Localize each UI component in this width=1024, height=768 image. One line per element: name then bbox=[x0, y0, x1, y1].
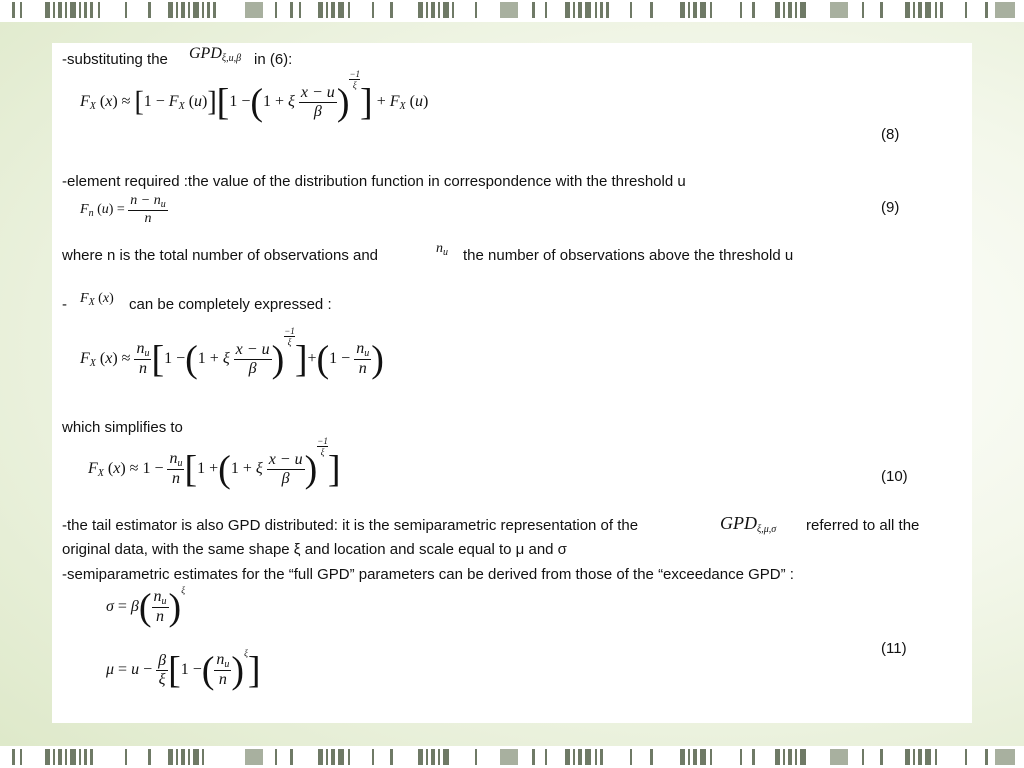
equation-10: $F_X$ (x) ≈ 1 − $\frac{n_u}{n}$ [1 +(1 + ξ $\frac{x - u}{\beta}$ ) $\frac{-1}{\xi}$ ] bbox=[88, 436, 341, 491]
gpd-symbol: GPD bbox=[189, 45, 222, 62]
text-number-above: the number of observations above the threshold u bbox=[463, 247, 794, 264]
equation-number-11: (11) bbox=[881, 640, 907, 657]
text-semiparametric-estimates: -semiparametric estimates for the “full GPD” parameters can be derived from those of the “exceedance GPD” : bbox=[62, 566, 794, 583]
equation-number-10: (10) bbox=[881, 468, 908, 485]
text-where-n: where n is the total number of observations and bbox=[62, 247, 379, 264]
equation-11-mu: μ = u − $\frac{\beta}{\xi}$ [1 −( $\frac{n_u}{n}$ ) ξ ] bbox=[106, 648, 261, 692]
barcode-pattern-top bbox=[0, 0, 1024, 22]
equation-number-8: (8) bbox=[881, 126, 900, 143]
text-completely-expressed: can be completely expressed : bbox=[129, 296, 332, 313]
line1-prefix: -substituting the bbox=[62, 51, 168, 68]
text-substituting bbox=[62, 51, 168, 69]
text-original-data: original data, with the same shape ξ and location and scale equal to μ and σ bbox=[62, 541, 567, 558]
gpd-subscript-2: ξ,μ,σ bbox=[757, 524, 777, 535]
equation-8: $F_X$ $(x) \approx [1 - F_X$ (u)][1 −(1 + ξ $\frac{x - u}{\beta}$ ) $\frac{-1}{\xi}$ ] + $F_X$ (u) bbox=[80, 69, 429, 124]
text-which-simplifies: which simplifies to bbox=[62, 419, 183, 436]
equation-number-9: (9) bbox=[881, 199, 900, 216]
n-subscript: u bbox=[443, 247, 448, 258]
slide-content bbox=[52, 43, 972, 723]
line1-suffix: in (6): bbox=[254, 51, 293, 68]
text-element-required: -element required :the value of the distribution function in correspondence with the threshold u bbox=[62, 173, 686, 190]
math-n-u bbox=[436, 241, 448, 258]
barcode-pattern-bottom bbox=[0, 746, 1024, 768]
decorative-barcode-stripe-top bbox=[0, 0, 1024, 22]
gpd-symbol-2: GPD bbox=[720, 513, 757, 533]
decorative-barcode-stripe-bottom bbox=[0, 746, 1024, 768]
gpd-subscript: ξ,u,β bbox=[221, 53, 242, 64]
equation-11-sigma: σ = β( $\frac{n_u}{n}$ ) ξ bbox=[106, 585, 186, 629]
math-gpd-xi-u-beta bbox=[189, 45, 241, 64]
math-fx-x: $F_X$ (x) bbox=[80, 291, 114, 308]
text-referred-to-all: referred to all the bbox=[806, 517, 920, 534]
equation-full-expression: $F_X$ (x) ≈ $\frac{n_u}{n}$ [1 −(1 + ξ $\frac{x - u}{\beta}$ ) $\frac{-1}{\xi}$ ]+(1 − $\frac{n_u}{n}$ ) bbox=[80, 326, 384, 381]
math-gpd-xi-mu-sigma bbox=[720, 513, 776, 535]
n-symbol: n bbox=[436, 241, 443, 256]
text-in-6 bbox=[254, 51, 292, 69]
text-dash: - bbox=[62, 296, 67, 313]
equation-9: $F_n$ (u) = $\frac{n - n_u}{n}$ bbox=[80, 193, 166, 226]
text-tail-estimator: -the tail estimator is also GPD distributed: it is the semiparametric representation of the bbox=[62, 517, 639, 534]
